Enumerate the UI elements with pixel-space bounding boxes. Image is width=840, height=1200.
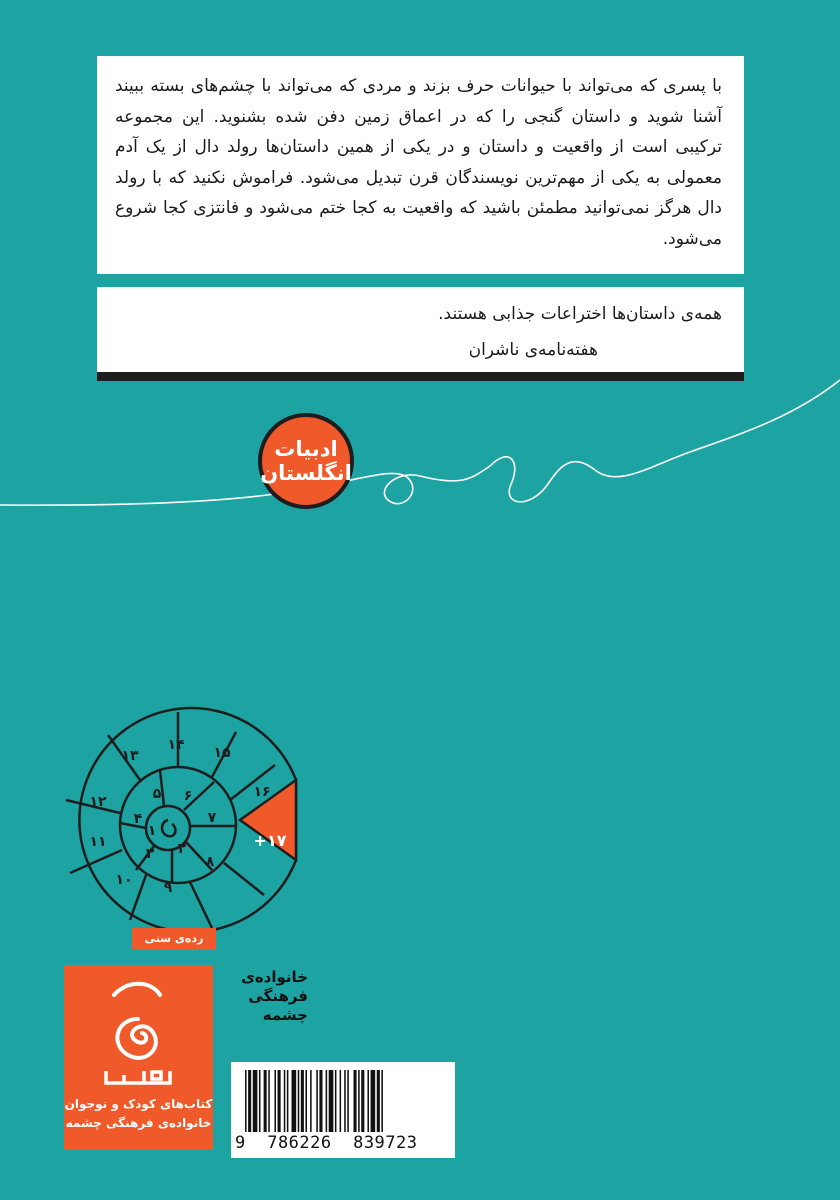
age-rating-label: رده‌ی سنی [132, 928, 216, 950]
barcode-bar [381, 1070, 383, 1132]
age-highlighted-label: +۱۷ [253, 831, 287, 850]
family-logo-line1: خانواده‌ی [241, 968, 308, 986]
barcode-bar [371, 1070, 376, 1132]
family-logo-line3: چشمه [262, 1006, 308, 1024]
barcode-bar [335, 1070, 337, 1132]
age-number-1: ۱ [147, 823, 157, 839]
barcode-bar [326, 1070, 328, 1132]
series-badge-line2: انگلستان [260, 461, 352, 485]
barcode-bar [316, 1070, 318, 1132]
barcode-bar [340, 1070, 342, 1132]
barcode-bar [347, 1070, 349, 1132]
barcode-bar [310, 1070, 312, 1132]
isbn-digits: 9 786226 839723 [235, 1133, 418, 1153]
age-number-15: ۱۵ [213, 745, 231, 761]
barcode-bar [377, 1070, 380, 1132]
barcode-bar [245, 1070, 247, 1132]
barcode-bar [298, 1070, 300, 1132]
barcode-bar [305, 1070, 307, 1132]
barcode-bar [354, 1070, 357, 1132]
barcode-bar [344, 1070, 346, 1132]
age-number-3: ۳ [145, 846, 155, 862]
barcode-bar [264, 1070, 267, 1132]
age-number-11: ۱۱ [89, 834, 107, 850]
barcode-bar [278, 1070, 281, 1132]
barcode-bar [292, 1070, 297, 1132]
barcode-bar [253, 1070, 258, 1132]
quote-text: همه‌ی داستان‌ها اختراعات جذابی هستند. [438, 304, 722, 324]
barcode-bar [329, 1070, 334, 1132]
age-number-5: ۵ [152, 786, 162, 802]
barcode-bar [259, 1070, 261, 1132]
series-badge-line1: ادبیات [274, 437, 338, 461]
publisher-logo-box [64, 965, 213, 1150]
ketab-che-icon [94, 975, 184, 1093]
barcode-bar [287, 1070, 289, 1132]
age-number-7: ۷ [207, 810, 217, 826]
barcode-bar [301, 1070, 304, 1132]
age-number-8: ۸ [205, 854, 215, 870]
age-number-12: ۱۲ [89, 794, 107, 810]
barcode-bar [367, 1070, 369, 1132]
publisher-line1: کتاب‌های کودک و نوجوان [64, 1097, 213, 1111]
family-logo-line2: فرهنگی [248, 987, 308, 1005]
blurb-text: با پسری که می‌تواند با حیوانات حرف بزند و مردی که می‌تواند با چشم‌های بسته ببیند آشنا شوید و داستان گنجی را که در اعماق زمین دفن شده بشنوید. این مجموعه ترکیبی است از واقعیت و داستان و در یکی از همین داستان‌ها رولد دال از یک آدم معمولی به یکی از مهم‌ترین نویسندگان قرن تبدیل می‌شود. فراموش نکنید که با رولد دال هرگز نمی‌توانید مطمئن باشید که واقعیت به کجا ختم می‌شود و فانتزی کجا شروع می‌شود. [115, 76, 722, 249]
cheshmeh-family-logo [214, 968, 308, 1038]
age-number-13: ۱۳ [121, 748, 139, 764]
barcode-bar [274, 1070, 276, 1132]
quote-source: هفته‌نامه‌ی ناشران [468, 340, 598, 360]
age-number-4: ۴ [133, 811, 143, 827]
barcode-bar [361, 1070, 364, 1132]
isbn-barcode [231, 1062, 455, 1158]
age-number-14: ۱۴ [167, 737, 185, 753]
publisher-line2: خانواده‌ی فرهنگی چشمه [65, 1116, 212, 1130]
age-number-16: ۱۶ [253, 784, 271, 800]
age-number-9: ۹ [163, 880, 173, 896]
barcode-bar [319, 1070, 322, 1132]
age-number-2: ۲ [177, 841, 187, 857]
barcode-bar [284, 1070, 286, 1132]
barcode-bar [358, 1070, 360, 1132]
age-number-10: ۱۰ [115, 872, 133, 888]
barcode-bar [268, 1070, 270, 1132]
barcode-bar [248, 1070, 251, 1132]
age-number-6: ۶ [183, 788, 193, 804]
